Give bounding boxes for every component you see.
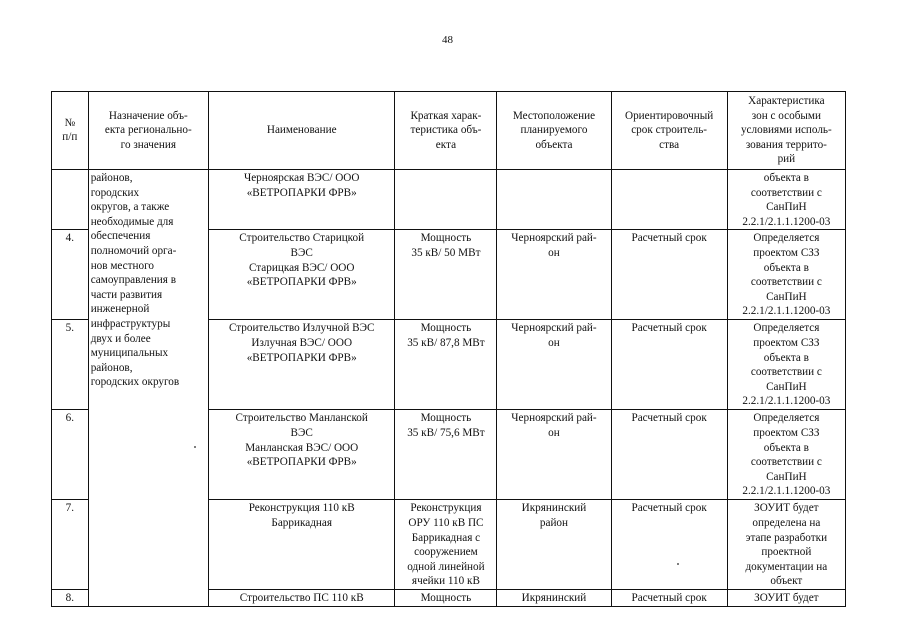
- row-name: Реконструкция 110 кВ Баррикадная: [208, 500, 395, 590]
- header-name: Наименование: [208, 92, 395, 170]
- row-zones: Определяется проектом СЗЗ объекта в соответствии с СанПиН 2.2.1/2.1.1.1200-03: [727, 230, 845, 320]
- row-brief: Мощность 35 кВ/ 87,8 МВт: [395, 320, 497, 410]
- purpose-cell: районов, городских округов, а также необходимые для обеспечения полномочий орга- нов местного самоуправления в части развития инженерной инфраструктуры двух и более муниципальных районов, городских округов: [88, 169, 208, 589]
- purpose-cell-empty: [88, 590, 208, 607]
- scan-speck: [194, 446, 196, 448]
- row-term: Расчетный срок: [611, 590, 727, 607]
- row-location: Черноярский рай- он: [497, 320, 611, 410]
- page-number: 48: [442, 34, 453, 46]
- row-num: 4.: [52, 230, 89, 320]
- row-term: [611, 169, 727, 229]
- row-num: 8.: [52, 590, 89, 607]
- table-row: [52, 590, 846, 607]
- row-brief: [395, 169, 497, 229]
- row-name: Строительство Старицкой ВЭС Старицкая ВЭС/ ООО «ВЕТРОПАРКИ ФРВ»: [208, 230, 395, 320]
- scan-speck: [677, 563, 679, 565]
- row-num: 6.: [52, 410, 89, 500]
- table-row: [52, 169, 846, 229]
- header-brief: Краткая харак- теристика объ- екта: [395, 92, 497, 170]
- row-zones: Определяется проектом СЗЗ объекта в соответствии с СанПиН 2.2.1/2.1.1.1200-03: [727, 410, 845, 500]
- row-name: Строительство Манланской ВЭС Манланская ВЭС/ ООО «ВЕТРОПАРКИ ФРВ»: [208, 410, 395, 500]
- row-name: Строительство Излучной ВЭС Излучная ВЭС/ ООО «ВЕТРОПАРКИ ФРВ»: [208, 320, 395, 410]
- row-term: Расчетный срок: [611, 230, 727, 320]
- row-zones: объекта в соответствии с СанПиН 2.2.1/2.1.1.1200-03: [727, 169, 845, 229]
- row-zones: ЗОУИТ будет определена на этапе разработки проектной документации на объект: [727, 500, 845, 590]
- row-location: Черноярский рай- он: [497, 230, 611, 320]
- row-term: Расчетный срок: [611, 320, 727, 410]
- row-location: Черноярский рай- он: [497, 410, 611, 500]
- header-num: № п/п: [52, 92, 89, 170]
- header-zones: Характеристика зон с особыми условиями исполь- зования террито- рий: [727, 92, 845, 170]
- table-header-row: [52, 92, 846, 170]
- row-location: Икрянинский: [497, 590, 611, 607]
- row-brief: Мощность: [395, 590, 497, 607]
- header-purpose: Назначение объ- екта регионально- го значения: [88, 92, 208, 170]
- row-name: Черноярская ВЭС/ ООО «ВЕТРОПАРКИ ФРВ»: [208, 169, 395, 229]
- row-term: Расчетный срок: [611, 410, 727, 500]
- row-name: Строительство ПС 110 кВ: [208, 590, 395, 607]
- row-zones: ЗОУИТ будет: [727, 590, 845, 607]
- row-num: 7.: [52, 500, 89, 590]
- row-term: Расчетный срок: [611, 500, 727, 590]
- regional-objects-table: [51, 91, 846, 607]
- row-location: [497, 169, 611, 229]
- row-num: [52, 169, 89, 229]
- header-term: Ориентировочный срок строитель- ства: [611, 92, 727, 170]
- row-zones: Определяется проектом СЗЗ объекта в соответствии с СанПиН 2.2.1/2.1.1.1200-03: [727, 320, 845, 410]
- row-brief: Мощность 35 кВ/ 75,6 МВт: [395, 410, 497, 500]
- row-num: 5.: [52, 320, 89, 410]
- header-location: Местоположение планируемого объекта: [497, 92, 611, 170]
- row-location: Икрянинский район: [497, 500, 611, 590]
- row-brief: Мощность 35 кВ/ 50 МВт: [395, 230, 497, 320]
- row-brief: Реконструкция ОРУ 110 кВ ПС Баррикадная с сооружением одной линейной ячейки 110 кВ: [395, 500, 497, 590]
